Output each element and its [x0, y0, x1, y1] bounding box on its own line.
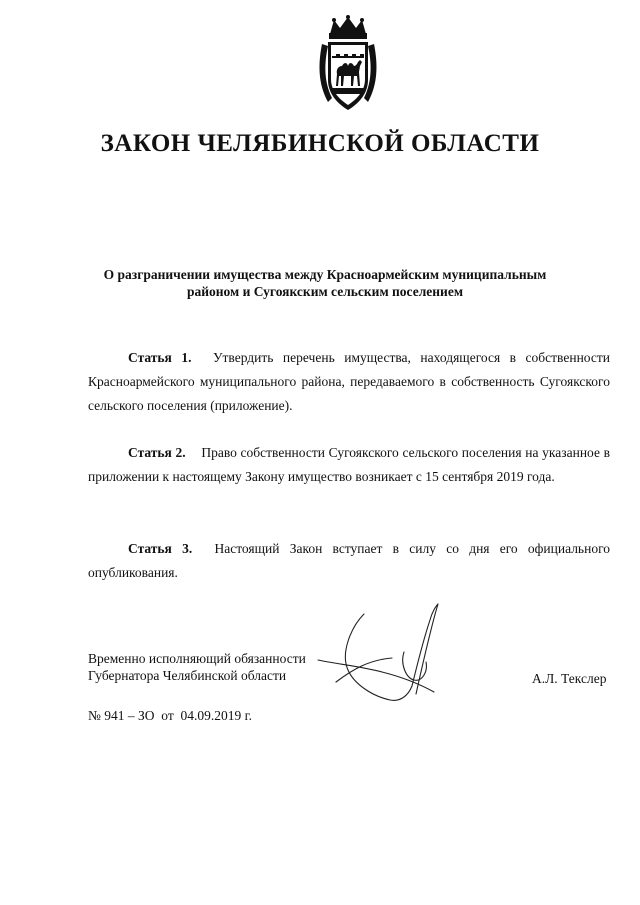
subject-line-1: О разграничении имущества между Красноармейским муниципальным [103, 267, 547, 282]
article-2-number: Статья 2. [128, 445, 186, 460]
signer-position-line-2: Губернатора Челябинской области [88, 668, 287, 683]
signer-position-line-1: Временно исполняющий обязанности [88, 651, 306, 666]
article-2-text: Право собственности Сугоякского сельского поселения на указанное в приложении к настоящему Закону имущество возникает с 15 сентября 2019 года. [88, 445, 611, 484]
registration-number-date: № 941 – ЗО от 04.09.2019 г. [88, 708, 253, 723]
signer-name: А.Л. Текслер [532, 671, 607, 686]
law-subject [100, 266, 550, 300]
article-3-number: Статья 3. [128, 541, 193, 556]
article-1 [88, 346, 610, 418]
article-1-text: Утвердить перечень имущества, находящегося в собственности Красноармейского муниципального района, передаваемого в собственность Сугоякского сельского поселения (приложение). [88, 350, 610, 413]
coat-of-arms-icon [316, 14, 380, 114]
signer-position [88, 650, 306, 684]
law-title: ЗАКОН ЧЕЛЯБИНСКОЙ ОБЛАСТИ [100, 130, 540, 157]
article-3 [88, 537, 610, 585]
article-3-text: Настоящий Закон вступает в силу со дня его официального опубликования. [88, 541, 611, 580]
signature-icon [312, 600, 452, 710]
article-1-number: Статья 1. [128, 350, 192, 365]
subject-line-2: районом и Сугоякским сельским поселением [186, 284, 464, 299]
article-2 [88, 441, 610, 489]
